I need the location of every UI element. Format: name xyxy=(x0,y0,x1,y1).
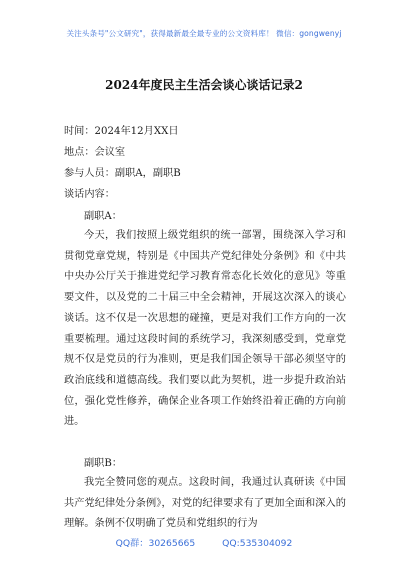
meeting-participants: 参与人员：副职A，副职B xyxy=(64,168,181,179)
footer-contact xyxy=(0,535,408,549)
speaker-a-paragraph: 今天，我们按照上级党组织的统一部署，围绕深入学习和贯彻党章党规，特别是《中国共产党纪律处分条例》和《中共中央办公厅关于推进党纪学习教育常态化长效化的意见》等重要文件，以及党的二十届三中全会精神，开展这次深入的谈心谈话。这不仅是一次思想的碰撞，更是对我们工作方向的一次重要梳理。通过这段时间的系统学习，我深刻感受到，党章党规不仅是党员的行为准则，更是我们国企领导干部必须坚守的政治底线和道德高线。我们要以此为契机，进一步提升政治站位，强化党性修养，确保企业各项工作始终沿着正确的方向前进。 xyxy=(64,230,346,428)
header-banner: 关注头条号"公文研究"，获得最新最全最专业的公文资料库！ 微信：gongwenyj xyxy=(66,29,342,38)
speaker-b-paragraph: 我完全赞同您的观点。这段时间，我通过认真研读《中国共产党纪律处分条例》，对党的纪律要求有了更加全面和深入的理解。条例不仅明确了党员和党组织的行为 xyxy=(64,477,346,530)
speaker-b-label: 副职B： xyxy=(84,458,123,469)
meeting-time: 时间：2024年12月XX日 xyxy=(64,126,179,137)
footer-qq: QQ:535304092 xyxy=(222,538,293,549)
content-label: 谈话内容： xyxy=(64,189,115,200)
meeting-place: 地点：会议室 xyxy=(64,147,126,158)
footer-qq-group: QQ群：30265665 xyxy=(115,538,196,549)
document-title: 2024年度民主生活会谈心谈话记录2 xyxy=(105,78,303,92)
speaker-a-label: 副职A： xyxy=(84,211,122,222)
